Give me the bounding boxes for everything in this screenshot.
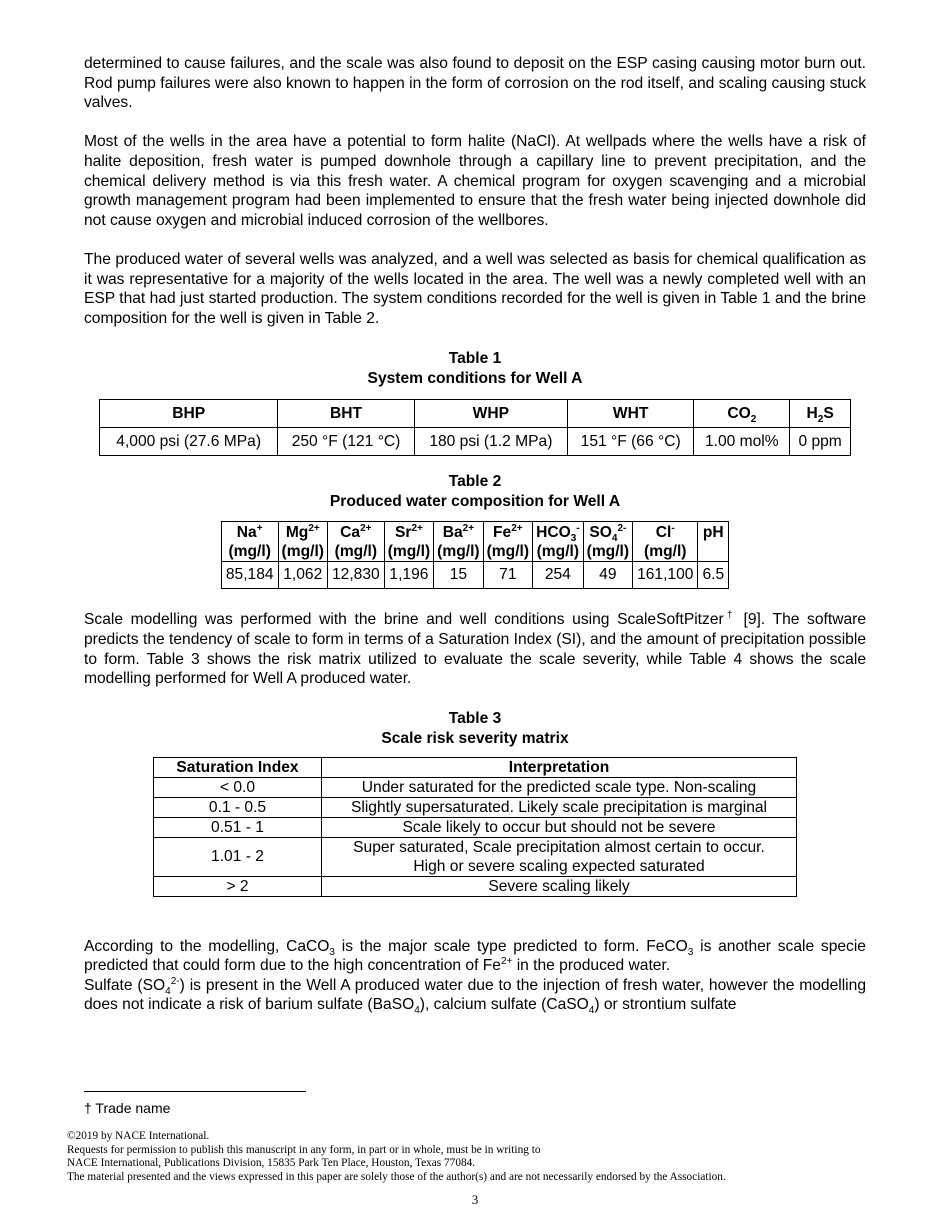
table2-cell: 254	[533, 562, 584, 589]
table3-label: Table 3	[448, 709, 502, 727]
table2-cell: 161,100	[633, 562, 698, 589]
table-row	[100, 428, 851, 456]
table2-cell: 71	[483, 562, 532, 589]
copyright-notice	[67, 1130, 887, 1184]
table-row	[154, 817, 797, 837]
table2-header-sr: $Sr^{2+}$ (mg/l)	[384, 522, 433, 562]
table1-caption	[84, 349, 866, 389]
legal-line: ©2019 by NACE International.	[67, 1130, 210, 1142]
table1-cell: 151 °F (66 °C)	[567, 428, 693, 456]
table1-cell: 180 psi (1.2 MPa)	[414, 428, 567, 456]
table3-si-cell: < 0.0	[154, 777, 322, 797]
table2-header-ca: $Ca^{2+}$ (mg/l)	[328, 522, 385, 562]
table2-title: Produced water composition for Well A	[329, 493, 621, 511]
paragraph-scale-failures: determined to cause failures, and the scale was also found to deposit on the ESP casing causing motor burn out. Rod pump failures were also known to happen in the form of corrosion on the rod itself, and scaling causing stuck valves.	[84, 55, 866, 112]
table3-header-si: Saturation Index	[154, 757, 322, 777]
table2-header-na: Na+ (mg/l)	[221, 522, 278, 562]
table3-header-row	[154, 757, 797, 777]
page-body	[84, 54, 866, 1015]
table1-cell: 1.00 mol%	[694, 428, 790, 456]
table1-header-bhp: BHP	[100, 400, 278, 428]
table2-cell: 15	[434, 562, 483, 589]
table3-caption	[84, 709, 866, 749]
table3-interp-cell: Slightly supersaturated. Likely scale precipitation is marginal	[322, 797, 797, 817]
table3-risk-matrix	[153, 757, 797, 897]
table2-water-composition	[221, 521, 729, 589]
table1-title: System conditions for Well A	[367, 370, 583, 388]
table-row	[154, 777, 797, 797]
legal-line: The material presented and the views expressed in this paper are solely those of the author(s) and are not necessarily endorsed by the Association.	[67, 1170, 726, 1183]
table1-cell: 4,000 psi (27.6 MPa)	[100, 428, 278, 456]
table2-header-ba: $Ba^{2+}$ (mg/l)	[434, 522, 483, 562]
table2-cell: 12,830	[328, 562, 385, 589]
table1-header-row	[100, 400, 851, 428]
table2-cell: 1,196	[384, 562, 433, 589]
table3-interp-cell: Scale likely to occur but should not be severe	[322, 817, 797, 837]
table1-label: Table 1	[448, 350, 502, 368]
paragraph-sulfate: Sulfate $(SO_4^{2-})$ is present in the Well A produced water due to the injection of fresh water, however the modelling does not indicate a risk of barium sulfate (BaSO$_4$), calcium sulfate (CaSO$_4$) or strontium sulfate	[84, 975, 866, 1017]
table1-header-wht: WHT	[567, 400, 693, 428]
table3-header-interpretation: Interpretation	[322, 757, 797, 777]
paragraph-scale-modelling: Scale modelling was performed with the brine and well conditions using ScaleSoftPitzer† [9]. The software predicts the tendency of scale to form in terms of a Saturation Index (SI), and the amount of precipitation possible to form. Table 3 shows the risk matrix utilized to evaluate the scale severity, while Table 4 shows the scale modelling performed for Well A produced water.	[84, 610, 866, 688]
table2-cell: 85,184	[221, 562, 278, 589]
table1-header-h2s: $H_2S$	[790, 400, 851, 428]
legal-line: Requests for permission to publish this manuscript in any form, in part or in whole, must be in writing to	[67, 1143, 541, 1156]
table2-header-so4: $SO_4^{2-}$ (mg/l)	[583, 522, 632, 562]
table2-label: Table 2	[448, 473, 502, 491]
table2-caption	[84, 472, 866, 512]
table2-cell: 6.5	[698, 562, 729, 589]
table1-header-co2: $CO_2$	[694, 400, 790, 428]
footnote-divider	[84, 1091, 306, 1092]
table2-header-fe: $Fe^{2+}$ (mg/l)	[483, 522, 532, 562]
table-row	[221, 562, 728, 589]
table-row	[154, 797, 797, 817]
table3-interp-cell: Under saturated for the predicted scale type. Non-scaling	[322, 777, 797, 797]
table3-si-cell: 0.51 - 1	[154, 817, 322, 837]
table1-system-conditions	[99, 399, 851, 456]
table3-interp-cell: Severe scaling likely	[322, 876, 797, 896]
table-row	[154, 876, 797, 896]
paragraph-produced-water: The produced water of several wells was analyzed, and a well was selected as basis for chemical qualification as it was representative for a majority of the wells located in the area. The well was a newly completed well with an ESP that had just started production. The system conditions recorded for the well is given in Table 1 and the brine composition for the well is given in Table 2.	[84, 250, 866, 327]
table2-header-mg: $Mg^{2+}$ (mg/l)	[278, 522, 327, 562]
paragraph-halite: Most of the wells in the area have a potential to form halite (NaCl). At wellpads where the wells have a risk of halite deposition, fresh water is pumped downhole through a capillary line to prevent precipitation, and the chemical delivery method is via this fresh water. A chemical program for oxygen scavenging and a microbial growth management program had been implemented to ensure that the fresh water being injected downhole did not cause oxygen and microbial induced corrosion of the wellbores.	[84, 133, 866, 229]
table2-header-ph: pH	[698, 522, 729, 562]
table2-cell: 1,062	[278, 562, 327, 589]
table1-header-bht: BHT	[278, 400, 414, 428]
table1-cell: 0 ppm	[790, 428, 851, 456]
paragraph-modelling-results: According to the modelling, CaCO$_3$ is the major scale type predicted to form. FeCO$_3$ is another scale specie predicted that could form due to the high concentration of $Fe^{2+}$ in the produced water.	[84, 937, 866, 975]
table2-header-row	[221, 522, 728, 562]
table2-cell: 49	[583, 562, 632, 589]
page-number: 3	[471, 1192, 479, 1207]
table1-cell: 250 °F (121 °C)	[278, 428, 414, 456]
legal-line: NACE International, Publications Division, 15835 Park Ten Place, Houston, Texas 77084.	[67, 1157, 476, 1170]
table1-header-whp: WHP	[414, 400, 567, 428]
footnote-trade-name: † Trade name	[84, 1100, 171, 1116]
table2-header-cl: Cl- (mg/l)	[633, 522, 698, 562]
table3-si-cell: 0.1 - 0.5	[154, 797, 322, 817]
table3-si-cell: > 2	[154, 876, 322, 896]
table-row	[154, 837, 797, 876]
table3-interp-cell: Super saturated, Scale precipitation almost certain to occur. High or severe scaling expected saturated	[322, 837, 797, 876]
table2-header-hco3: $HCO_3^-$ (mg/l)	[533, 522, 584, 562]
table3-si-cell: 1.01 - 2	[154, 837, 322, 876]
table3-title: Scale risk severity matrix	[381, 729, 569, 747]
